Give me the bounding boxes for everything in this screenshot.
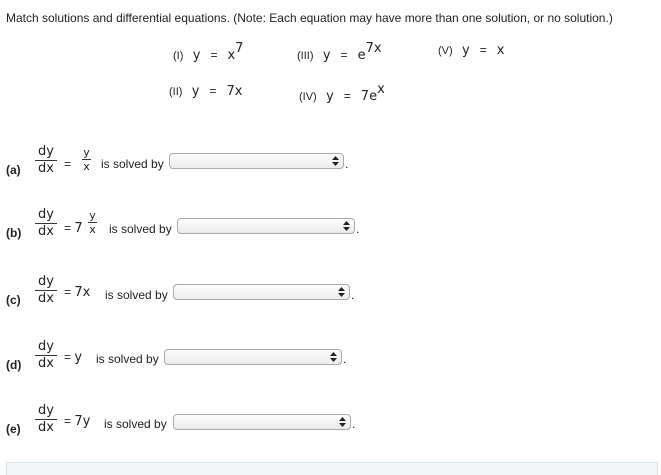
is-solved-by-text: is solved by — [96, 352, 159, 366]
solution-5: (V) y = x — [438, 43, 505, 58]
answer-select-b[interactable] — [177, 218, 355, 234]
derivative-fraction: dy dx — [35, 208, 57, 239]
answer-select-c[interactable] — [173, 284, 350, 300]
solution-4: (IV) $y = 7e^x$ — [299, 82, 385, 104]
question-label: (a) — [6, 163, 21, 177]
rhs-fraction: y x — [83, 146, 90, 173]
updown-arrows-icon — [330, 352, 337, 362]
equation-rhs: = 7x — [64, 285, 91, 300]
rhs-fraction: y x — [89, 209, 96, 236]
solution-1: (I) $y = x^7$ — [173, 41, 244, 63]
answer-select-d[interactable] — [164, 349, 342, 365]
equation-rhs: = 7y — [64, 414, 91, 429]
is-solved-by-text: is solved by — [105, 288, 168, 302]
equation-rhs: = y — [64, 350, 83, 365]
derivative-fraction: dy dx — [35, 275, 57, 306]
is-solved-by-text: is solved by — [101, 157, 164, 171]
question-label: (b) — [6, 226, 22, 240]
question-a: (a) dy dx = y x is solved by . — [6, 144, 349, 177]
question-d: (d) dy dx = y is solved by . — [6, 339, 347, 372]
question-label: (c) — [6, 293, 21, 307]
instructions-text: Match solutions and differential equations. (Note: Each equation may have more than one solution, or no solution.) — [6, 11, 613, 25]
derivative-fraction: dy dx — [35, 340, 57, 371]
derivative-fraction: dy dx — [35, 145, 57, 176]
equals-sign: = — [64, 157, 72, 171]
updown-arrows-icon — [343, 221, 350, 231]
answer-select-a[interactable] — [169, 153, 344, 169]
is-solved-by-text: is solved by — [104, 417, 167, 431]
question-label: (e) — [6, 422, 21, 436]
question-e: (e) dy dx = 7y is solved by . — [6, 403, 356, 436]
answer-select-e[interactable] — [173, 414, 351, 430]
question-b: (b) dy dx = 7 y x is solved by . — [6, 207, 360, 240]
is-solved-by-text: is solved by — [109, 222, 172, 236]
updown-arrows-icon — [339, 417, 346, 427]
solution-2: (II) y = 7x — [169, 84, 243, 99]
solution-3: (III) $y = e^{7x}$ — [297, 41, 382, 63]
derivative-fraction: dy dx — [35, 404, 57, 435]
updown-arrows-icon — [338, 287, 345, 297]
bottom-panel-edge — [6, 462, 658, 475]
updown-arrows-icon — [332, 156, 339, 166]
question-label: (d) — [6, 358, 22, 372]
question-c: (c) dy dx = 7x is solved by . — [6, 274, 355, 307]
equals-sign: = 7 — [64, 221, 83, 236]
